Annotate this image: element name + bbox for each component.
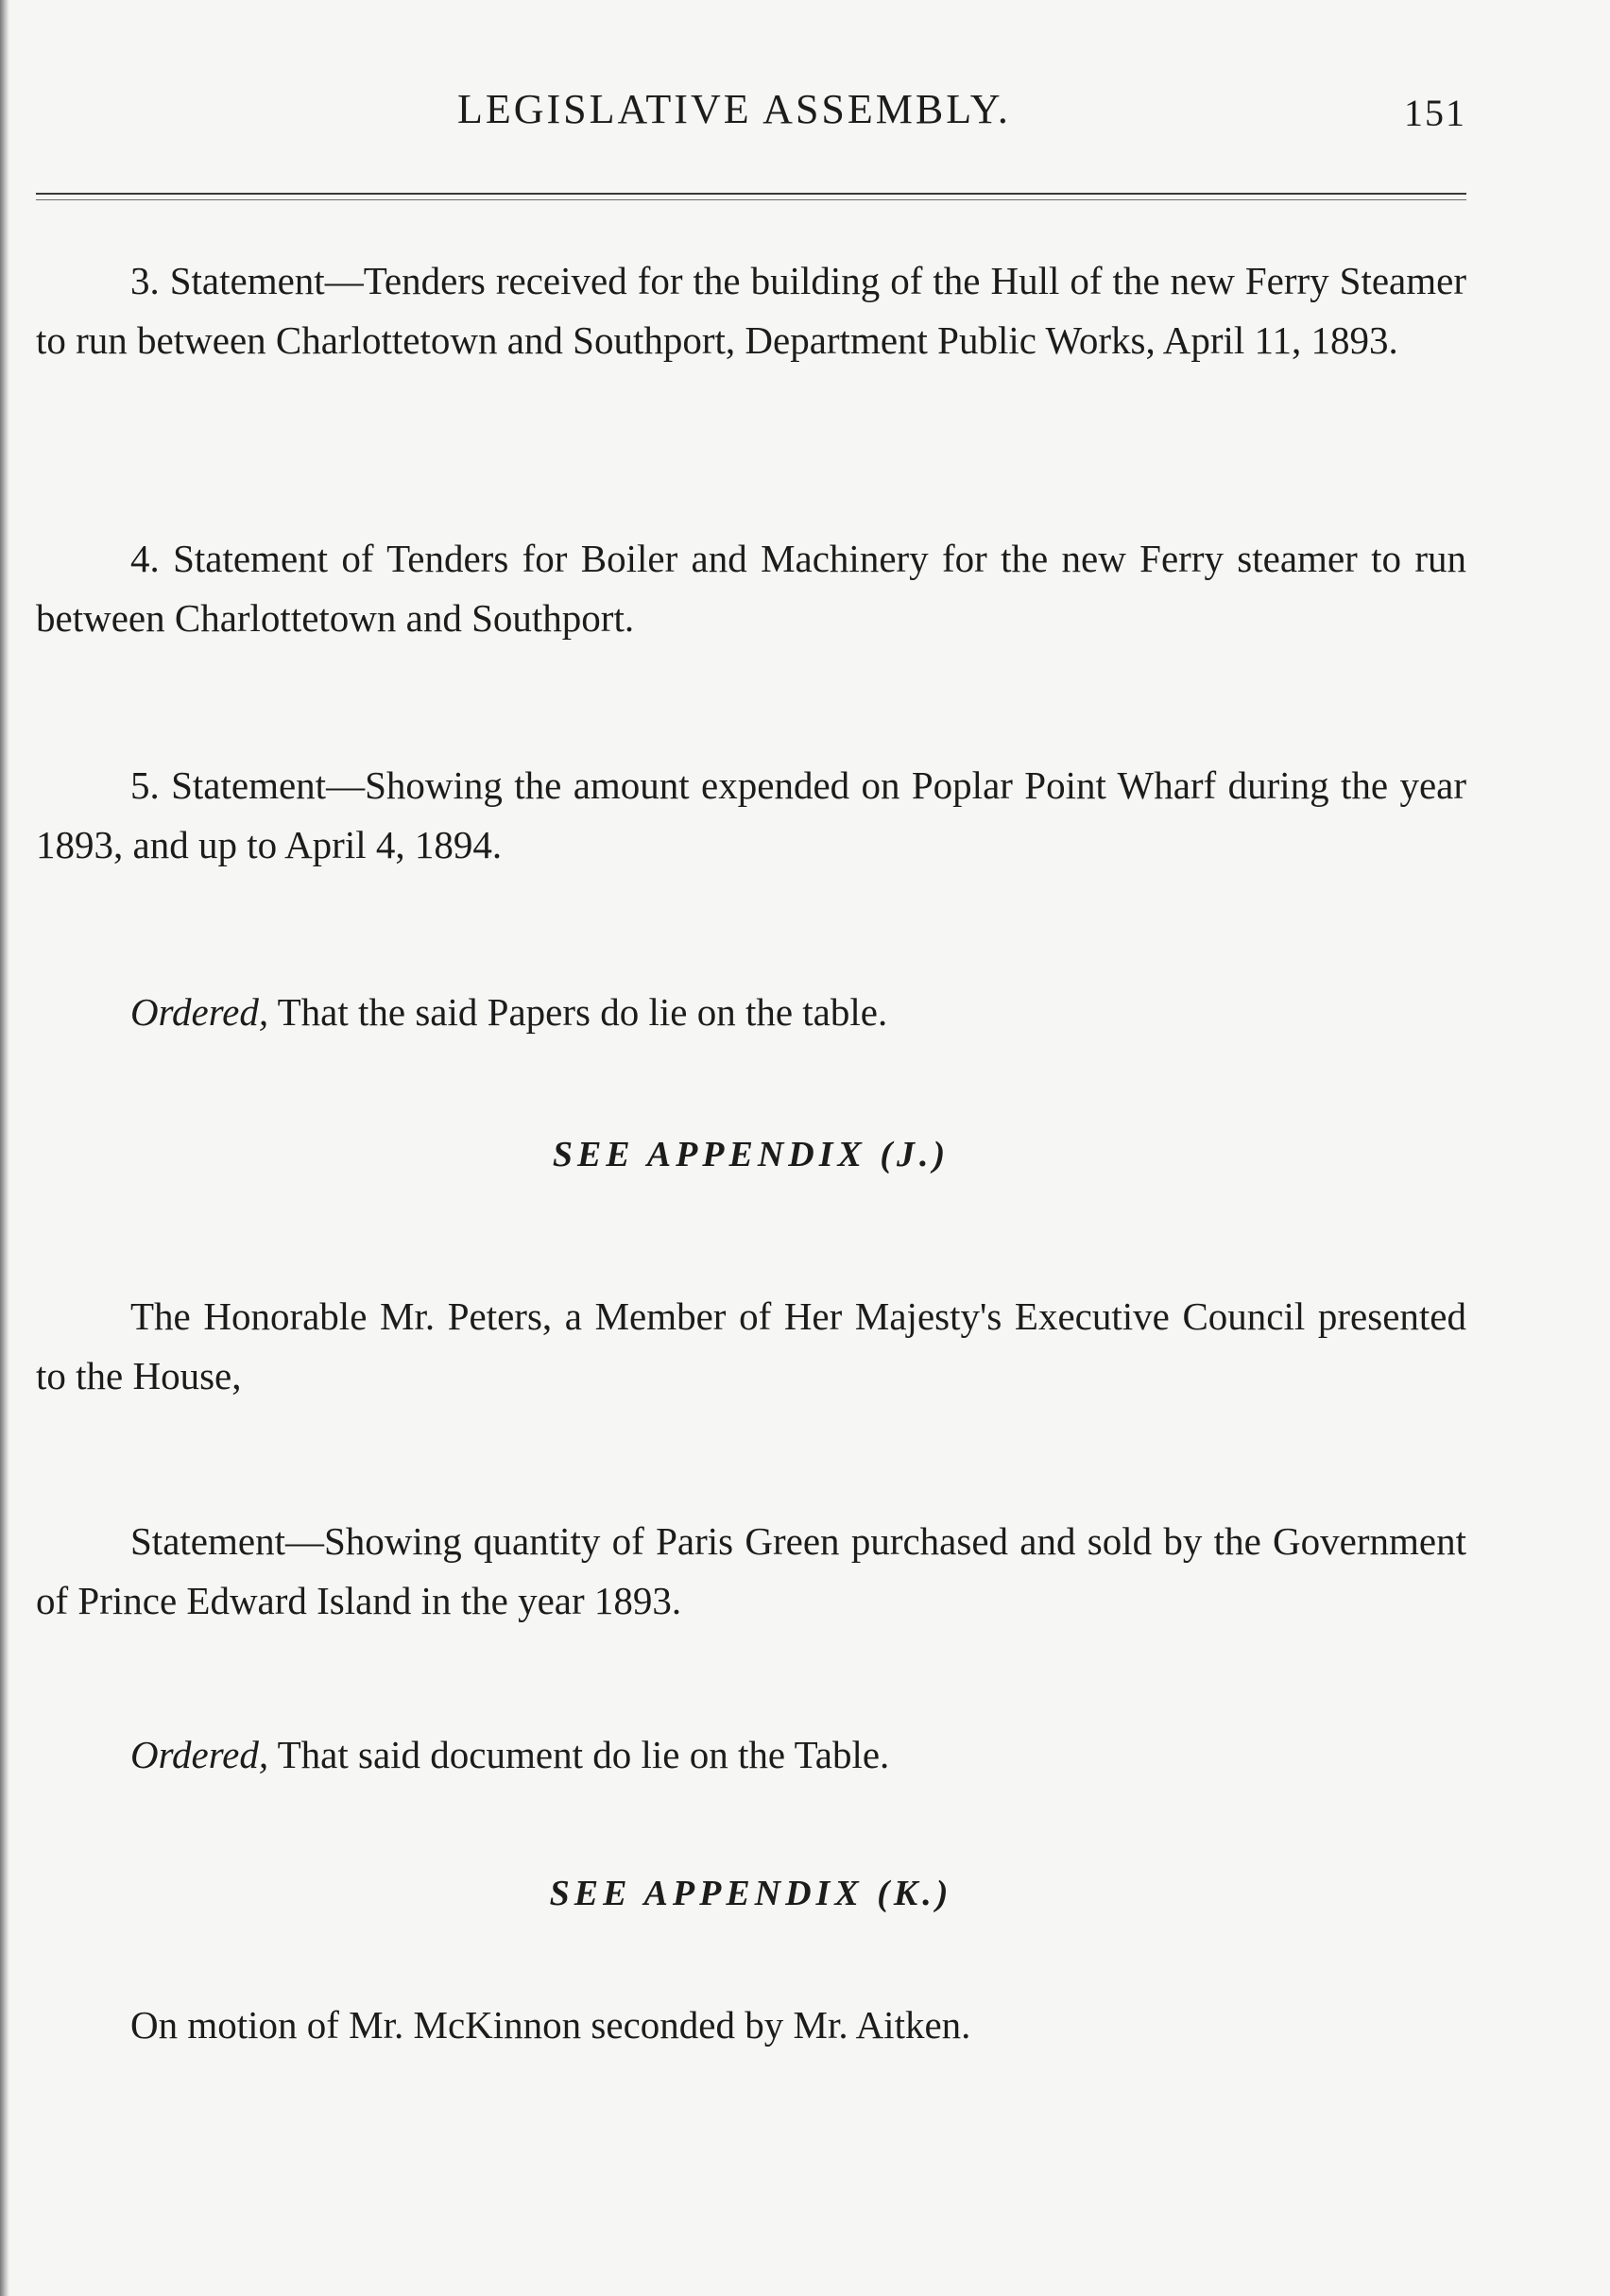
page-header	[36, 85, 1466, 142]
presentation-paragraph: The Honorable Mr. Peters, a Member of Her Majesty's Executive Council presented to the House,	[36, 1294, 1466, 1397]
paragraph-item-4: 4. Statement of Tenders for Boiler and Machinery for the new Ferry steamer to run between Charlottetown and Southport.	[36, 537, 1466, 640]
page-number: 151	[1404, 92, 1466, 134]
ordered-text: That the said Papers do lie on the table.	[268, 990, 888, 1034]
header-rule	[36, 193, 1466, 200]
ordered-italic: Ordered,	[130, 990, 269, 1034]
appendix-reference-k: SEE APPENDIX (K.)	[549, 1874, 953, 1913]
ordered-text: That said document do lie on the Table.	[268, 1733, 890, 1776]
paragraph-item-3: 3. Statement—Tenders received for the building of the Hull of the new Ferry Steamer to run between Charlottetown and Southport, Department Public Works, April 11, 1893.	[36, 259, 1466, 362]
appendix-reference-j: SEE APPENDIX (J.)	[552, 1135, 951, 1174]
binding-edge	[0, 0, 9, 2296]
running-head: LEGISLATIVE ASSEMBLY.	[457, 86, 1011, 132]
page	[36, 0, 1466, 2296]
ordered-document-line	[130, 1725, 889, 1785]
paragraph-item-5: 5. Statement—Showing the amount expended on Poplar Point Wharf during the year 1893, and up to April 4, 1894.	[36, 763, 1466, 866]
paris-green-statement: Statement—Showing quantity of Paris Green purchased and sold by the Government of Prince Edward Island in the year 1893.	[36, 1519, 1466, 1622]
motion-line: On motion of Mr. McKinnon seconded by Mr. Aitken.	[130, 2003, 971, 2047]
ordered-italic: Ordered,	[130, 1733, 269, 1776]
ordered-papers-line	[130, 983, 887, 1042]
